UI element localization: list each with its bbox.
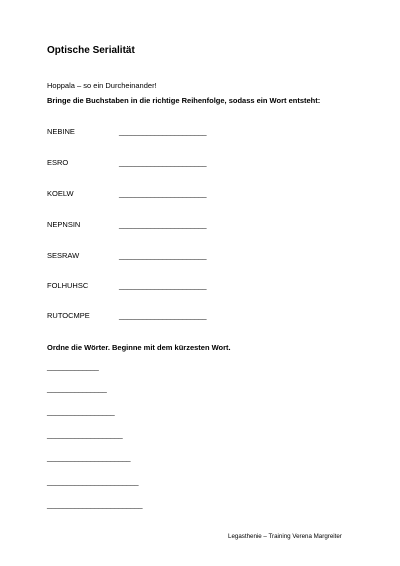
scrambled-word-row: [47, 251, 367, 263]
scrambled-word-row: [47, 127, 367, 139]
answer-blank: ______________________: [119, 189, 207, 198]
scrambled-word: RUTOCMPE: [47, 311, 90, 320]
answer-blank: ______________________: [119, 158, 207, 167]
sorting-answer-line: ________________________: [47, 500, 143, 509]
worksheet-title: Optische Serialität: [47, 45, 135, 56]
answer-blank: ______________________: [119, 127, 207, 136]
answer-blank: ______________________: [119, 281, 207, 290]
scrambled-word-row: [47, 220, 367, 232]
scrambled-word: KOELW: [47, 189, 74, 198]
answer-blank: ______________________: [119, 251, 207, 260]
scrambled-word-row: [47, 189, 367, 201]
scrambled-word: NEBINE: [47, 127, 75, 136]
answer-blank: ______________________: [119, 311, 207, 320]
sorting-answer-line: _________________: [47, 407, 115, 416]
sorting-answer-line: _______________________: [47, 477, 139, 486]
scrambled-word: ESRO: [47, 158, 69, 167]
sorting-answer-line: _______________: [47, 384, 107, 393]
sorting-answer-line: ___________________: [47, 430, 123, 439]
sorting-answer-line: _____________________: [47, 453, 131, 462]
answer-blank: ______________________: [119, 220, 207, 229]
intro-text: Hoppala – so ein Durcheinander!: [47, 81, 157, 90]
scrambled-word-row: [47, 281, 367, 293]
scrambled-word-row: [47, 311, 367, 323]
instruction-text: Bringe die Buchstaben in die richtige Reihenfolge, sodass ein Wort entsteht:: [47, 96, 321, 105]
scrambled-word: FOLHUHSC: [47, 281, 89, 290]
footer-credit: Legasthenie – Training Verena Margreiter: [228, 533, 342, 540]
scrambled-word-row: [47, 158, 367, 170]
sorting-answer-line: _____________: [47, 362, 99, 371]
sorting-instruction: Ordne die Wörter. Beginne mit dem kürzesten Wort.: [47, 343, 231, 352]
scrambled-word: NEPNSIN: [47, 220, 81, 229]
scrambled-word: SESRAW: [47, 251, 80, 260]
